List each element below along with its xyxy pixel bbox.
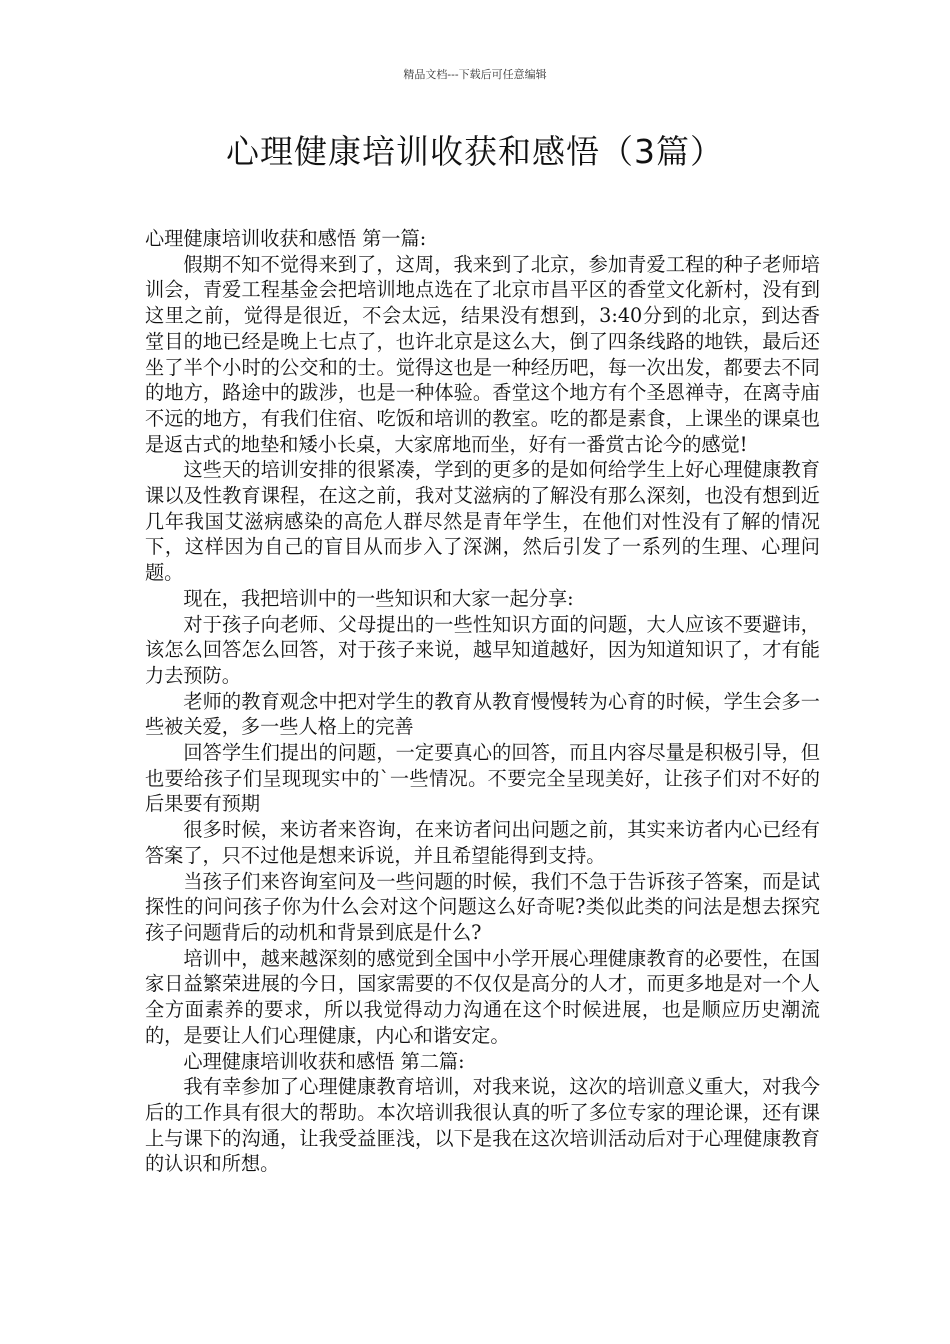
paragraph: 很多时候，来访者来咨询，在来访者问出问题之前，其实来访者内心已经有答案了，只不过他是想来诉说，并且希望能得到支持。 bbox=[145, 818, 820, 867]
paragraph: 培训中，越来越深刻的感觉到全国中小学开展心理健康教育的必要性，在国家日益繁荣进展的今日，国家需要的不仅仅是高分的人才，而更多地是对一个人全方面素养的要求，所以我觉得动力沟通在这个时候进展，也是顺应历史潮流的，是要让人们心理健康，内心和谐安定。 bbox=[145, 946, 820, 1047]
paragraph: 对于孩子向老师、父母提出的一些性知识方面的问题，大人应该不要避讳，该怎么回答怎么回答，对于孩子来说，越早知道越好，因为知道知识了，才有能力去预防。 bbox=[145, 612, 820, 687]
paragraph: 我有幸参加了心理健康教育培训，对我来说，这次的培训意义重大，对我今后的工作具有很大的帮助。本次培训我很认真的听了多位专家的理论课，还有课上与课下的沟通，让我受益匪浅，以下是我在这次培训活动后对于心理健康教育的认识和所想。 bbox=[145, 1075, 820, 1176]
document-title: 心理健康培训收获和感悟（3篇） bbox=[226, 132, 724, 171]
document-body bbox=[145, 226, 820, 1177]
paragraph: 当孩子们来咨询室问及一些问题的时候，我们不急于告诉孩子答案，而是试探性的问问孩子你为什么会对这个问题这么好奇呢?类似此类的问法是想去探究孩子问题背后的动机和背景到底是什么? bbox=[145, 869, 820, 944]
page-header-note: 精品文档---下载后可任意编辑 bbox=[403, 68, 547, 81]
paragraph: 老师的教育观念中把对学生的教育从教育慢慢转为心育的时候，学生会多一些被关爱，多一些人格上的完善 bbox=[145, 689, 820, 739]
paragraph: 这些天的培训安排的很紧凑，学到的更多的是如何给学生上好心理健康教育课以及性教育课程，在这之前，我对艾滋病的了解没有那么深刻，也没有想到近几年我国艾滋病感染的高危人群尽然是青年学生，在他们对性没有了解的情况下，这样因为自己的盲目从而步入了深渊，然后引发了一系列的生理、心理问题。 bbox=[145, 458, 820, 585]
paragraph: 回答学生们提出的问题，一定要真心的回答，而且内容尽量是积极引导，但也要给孩子们呈现现实中的`一些情况。不要完全呈现美好，让孩子们对不好的后果要有预期 bbox=[145, 741, 820, 816]
section-heading-2: 心理健康培训收获和感悟 第二篇: bbox=[183, 1049, 465, 1073]
paragraph: 假期不知不觉得来到了，这周，我来到了北京，参加青爱工程的种子老师培训会，青爱工程基金会把培训地点选在了北京市昌平区的香堂文化新村，没有到这里之前，觉得是很近，不会太远，结果没有想到，3:40分到的北京，到达香堂目的地已经是晚上七点了，也许北京是这么大，倒了四条线路的地铁，最后还坐了半个小时的公交和的士。觉得这也是一种经历吧，每一次出发，都要去不同的地方，路途中的跋涉，也是一种体验。香堂这个地方有个圣恩禅寺，在离寺庙不远的地方，有我们住宿、吃饭和培训的教室。吃的都是素食，上课坐的课桌也是返古式的地垫和矮小长桌，大家席地而坐，好有一番赏古论今的感觉! bbox=[145, 252, 820, 456]
paragraph: 现在，我把培训中的一些知识和大家一起分享: bbox=[183, 586, 574, 610]
section-heading-1: 心理健康培训收获和感悟 第一篇: bbox=[145, 227, 427, 250]
